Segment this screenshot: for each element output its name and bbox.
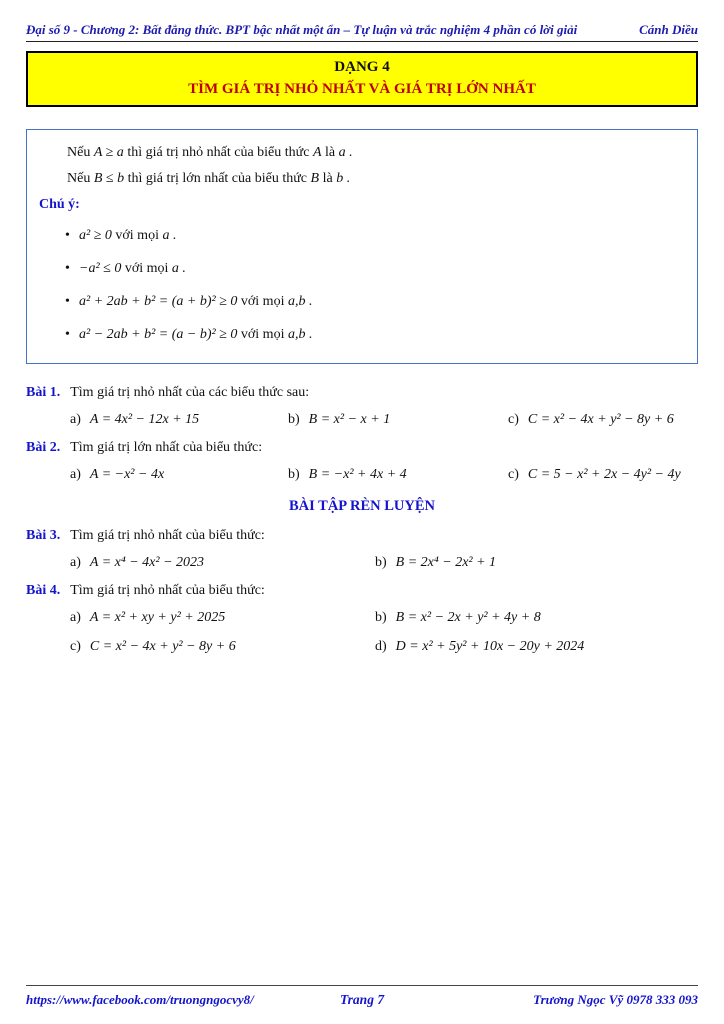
bullet-tail: a . [162, 228, 177, 243]
exercise-bai-2 [26, 437, 698, 485]
facebook-link[interactable]: https://www.facebook.com/truongngocvy8/ [26, 992, 254, 1007]
exercise-item [288, 464, 508, 485]
exercise-heading [26, 525, 698, 547]
exercise-bai-4 [26, 580, 698, 657]
page-footer [26, 985, 698, 1008]
bullet-text: với mọi [121, 261, 172, 276]
dang-number: DẠNG 4 [334, 59, 390, 75]
theory-text: thì giá trị lớn nhất của biểu thức [124, 171, 311, 186]
exercise-heading [26, 580, 698, 602]
exercise-items [26, 607, 698, 657]
exercise-label: Bài 2. [26, 440, 61, 455]
item-formula: B = −x² + 4x + 4 [308, 467, 407, 482]
bullet-icon: • [65, 228, 70, 243]
exercise-item [70, 636, 375, 657]
note-bullet-item [65, 252, 685, 285]
exercise-item [508, 409, 698, 430]
item-formula: C = 5 − x² + 2x − 4y² − 4y [527, 467, 681, 482]
item-letter: b) [288, 467, 300, 482]
note-bullet-item [65, 318, 685, 351]
item-formula: A = x² + xy + y² + 2025 [89, 610, 226, 625]
bullet-formula: −a² ≤ 0 [79, 261, 122, 276]
item-formula: A = −x² − 4x [89, 467, 165, 482]
bullet-tail: a,b . [287, 294, 313, 309]
exercise-item [288, 409, 508, 430]
theory-box [26, 129, 698, 364]
exercise-heading [26, 382, 698, 404]
note-bullet-list [39, 219, 685, 351]
bullet-text: với mọi [237, 294, 288, 309]
exercise-item [70, 552, 375, 573]
footer-author: Trương Ngọc Vỹ 0978 333 093 [533, 992, 699, 1007]
exercise-item [375, 636, 698, 657]
item-letter: a) [70, 555, 81, 570]
footer-left [26, 992, 340, 1008]
item-letter: a) [70, 412, 81, 427]
exercise-prompt: Tìm giá trị nhỏ nhất của biểu thức: [70, 528, 265, 543]
theory-text: Nếu [67, 145, 94, 160]
theory-line-min [39, 140, 685, 166]
item-formula: B = x² − x + 1 [308, 412, 391, 427]
exercise-items [26, 409, 698, 430]
note-bullet-item [65, 285, 685, 318]
bullet-icon: • [65, 327, 70, 342]
bullet-tail: a . [171, 261, 186, 276]
item-letter: b) [288, 412, 300, 427]
bullet-text: với mọi [237, 327, 288, 342]
theory-formula: a . [338, 145, 353, 160]
note-bullet-item [65, 219, 685, 252]
item-formula: B = x² − 2x + y² + 4y + 8 [395, 610, 541, 625]
item-letter: a) [70, 610, 81, 625]
item-formula: D = x² + 5y² + 10x − 20y + 2024 [395, 639, 585, 654]
dang-title: TÌM GIÁ TRỊ NHỎ NHẤT VÀ GIÁ TRỊ LỚN NHẤT [188, 81, 536, 97]
note-label: Chú ý: [39, 197, 80, 212]
theory-formula: B [310, 171, 320, 186]
exercise-prompt: Tìm giá trị nhỏ nhất của các biểu thức sau: [70, 385, 310, 400]
header-book-name: Cánh Diều [639, 22, 698, 37]
bullet-icon: • [65, 294, 70, 309]
dang-title-box [26, 51, 698, 107]
item-letter: b) [375, 610, 387, 625]
bullet-text: với mọi [111, 228, 163, 243]
exercise-bai-1 [26, 382, 698, 430]
theory-formula: A ≥ a [93, 145, 124, 160]
bullet-formula: a² − 2ab + b² = (a − b)² ≥ 0 [79, 327, 238, 342]
exercise-items [26, 552, 698, 573]
exercise-heading [26, 437, 698, 459]
item-letter: c) [508, 412, 519, 427]
item-letter: c) [70, 639, 81, 654]
theory-formula: b . [336, 171, 351, 186]
item-formula: B = 2x⁴ − 2x² + 1 [395, 555, 497, 570]
item-letter: c) [508, 467, 519, 482]
exercise-item [70, 607, 375, 628]
theory-line-max [39, 166, 685, 192]
exercise-items [26, 464, 698, 485]
exercise-bai-3 [26, 525, 698, 573]
exercise-label: Bài 4. [26, 583, 61, 598]
theory-text: Nếu [67, 171, 94, 186]
item-formula: A = 4x² − 12x + 15 [89, 412, 200, 427]
bullet-tail: a,b . [287, 327, 313, 342]
theory-formula: A [312, 145, 322, 160]
exercise-item [375, 552, 698, 573]
item-formula: C = x² − 4x + y² − 8y + 6 [527, 412, 674, 427]
item-letter: a) [70, 467, 81, 482]
page-header [26, 0, 698, 42]
theory-text: thì giá trị nhỏ nhất của biểu thức [123, 145, 313, 160]
bullet-icon: • [65, 261, 70, 276]
exercise-prompt: Tìm giá trị lớn nhất của biểu thức: [70, 440, 263, 455]
exercise-label: Bài 3. [26, 528, 61, 543]
item-formula: C = x² − 4x + y² − 8y + 6 [89, 639, 236, 654]
practice-section-title: BÀI TẬP RÈN LUYỆN [289, 498, 435, 514]
header-chapter-title: Đại số 9 - Chương 2: Bất đẳng thức. BPT bậc nhất một ẩn – Tự luận và trắc nghiệm 4 phần có lời giải [26, 22, 578, 37]
exercise-item [375, 607, 698, 628]
item-formula: A = x⁴ − 4x² − 2023 [89, 555, 205, 570]
exercise-item [70, 464, 288, 485]
item-letter: d) [375, 639, 387, 654]
bullet-formula: a² + 2ab + b² = (a + b)² ≥ 0 [79, 294, 238, 309]
item-letter: b) [375, 555, 387, 570]
theory-text: là [319, 171, 337, 186]
page-number: Trang 7 [339, 992, 385, 1007]
theory-text: là [321, 145, 339, 160]
exercise-item [70, 409, 288, 430]
bullet-formula: a² ≥ 0 [79, 228, 112, 243]
theory-formula: B ≤ b [93, 171, 125, 186]
exercise-item [508, 464, 698, 485]
exercise-prompt: Tìm giá trị nhỏ nhất của biểu thức: [70, 583, 265, 598]
exercise-label: Bài 1. [26, 385, 61, 400]
